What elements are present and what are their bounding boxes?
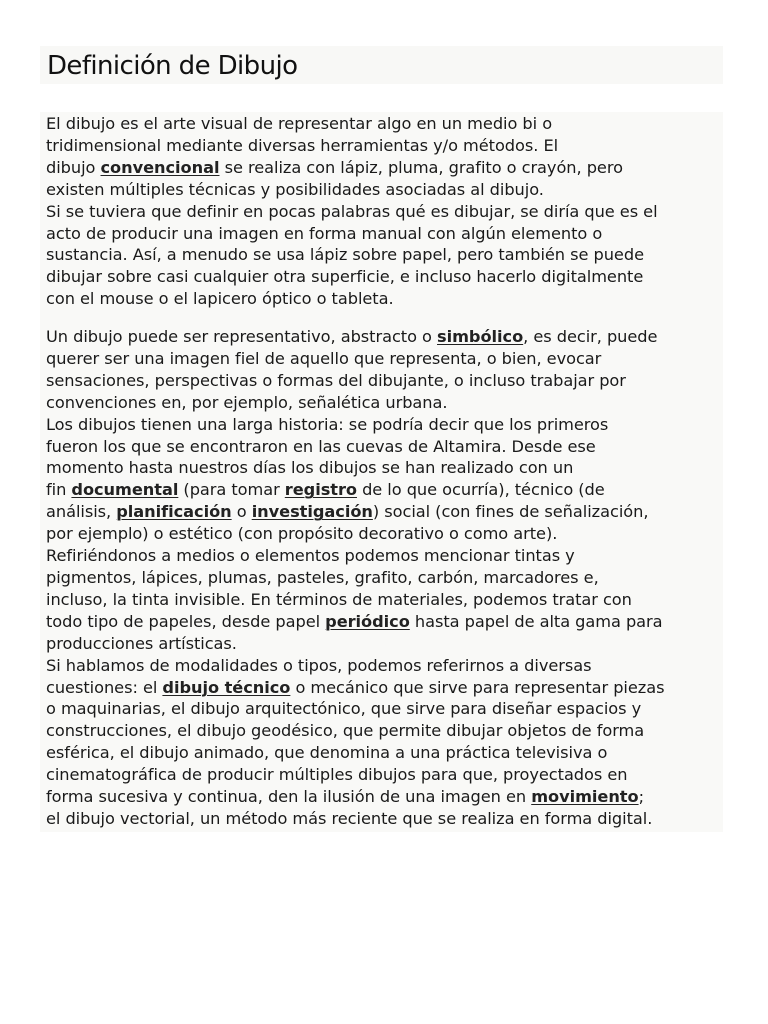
text-segment: dibujo [46,157,101,177]
text-segment: (para tomar [178,480,285,500]
text-segment: cinematográfica de producir múltiples dibujos para que, proyectados en [46,765,628,785]
text-segment: dibujar sobre casi cualquier otra superficie, e incluso hacerlo digitalmente [46,267,644,287]
text-segment: con el mouse o el lapicero óptico o tableta. [46,289,394,309]
text-line [46,698,726,720]
keyword-link[interactable]: registro [284,480,357,500]
text-segment: producciones artísticas. [46,633,237,653]
text-segment: construcciones, el dibujo geodésico, que permite dibujar objetos de forma [46,721,645,741]
keyword-link[interactable]: periódico [325,611,410,631]
text-segment: incluso, la tinta invisible. En términos de materiales, podemos tratar con [46,589,632,609]
text-line [46,677,726,699]
text-segment: acto de producir una imagen en forma manual con algún elemento o [46,223,603,243]
text-line [46,611,726,633]
text-line [46,157,726,179]
text-segment: esférica, el dibujo animado, que denomina a una práctica televisiva o [46,743,608,763]
text-segment: fin [46,480,72,500]
keyword-link[interactable]: simbólico [437,327,524,346]
keyword-link[interactable]: dibujo técnico [162,677,291,697]
text-line [46,742,726,764]
text-line [46,589,726,611]
paragraph-1 [46,113,726,310]
text-segment: o mecánico que sirve para representar piezas [290,677,665,697]
text-segment: Si hablamos de modalidades o tipos, podemos referirnos a diversas [46,655,592,675]
text-segment: sustancia. Así, a menudo se usa lápiz sobre papel, pero también se puede [46,245,644,265]
text-line [46,266,726,288]
text-line [46,457,726,479]
text-segment: ; [638,787,644,807]
text-line [46,414,726,436]
keyword-link[interactable]: planificación [116,502,232,522]
text-line [46,764,726,786]
text-line [46,201,726,223]
text-line [46,633,726,655]
text-line [46,113,726,135]
text-line [46,501,726,523]
text-segment: el dibujo vectorial, un método más reciente que se realiza en forma digital. [46,808,653,828]
text-line [46,808,726,830]
text-segment: cuestiones: el [46,677,163,697]
text-segment: sensaciones, perspectivas o formas del dibujante, o incluso trabajar por [46,370,626,390]
page-title: Definición de Dibujo [47,51,298,81]
text-segment: , es decir, puede [523,327,658,346]
text-segment: convenciones en, por ejemplo, señalética urbana. [46,392,448,412]
text-line [46,244,726,266]
text-line [46,786,726,808]
text-line [46,545,726,567]
keyword-link[interactable]: investigación [251,502,373,522]
text-line [46,288,726,310]
text-line [46,392,726,414]
text-segment: pigmentos, lápices, plumas, pasteles, grafito, carbón, marcadores e, [46,567,599,587]
text-line [46,348,726,370]
text-segment: o maquinarias, el dibujo arquitectónico, que sirve para diseñar espacios y [46,699,642,719]
paragraph-2 [46,326,726,830]
text-line [46,370,726,392]
keyword-link[interactable]: convencional [100,157,220,177]
text-segment: todo tipo de papeles, desde papel [46,611,326,631]
text-segment: Si se tuviera que definir en pocas palabras qué es dibujar, se diría que es el [46,201,658,221]
text-segment: hasta papel de alta gama para [409,611,663,631]
text-segment: de lo que ocurría), técnico (de [356,480,605,500]
text-line [46,223,726,245]
text-line [46,479,726,501]
text-line [46,179,726,201]
text-segment: forma sucesiva y continua, den la ilusión de una imagen en [46,787,532,807]
text-line [46,135,726,157]
text-segment: El dibujo es el arte visual de representar algo en un medio bi o [46,114,553,133]
text-segment: o [231,502,252,522]
keyword-link[interactable]: documental [71,480,179,500]
text-segment: análisis, [46,502,117,522]
text-segment: querer ser una imagen fiel de aquello que representa, o bien, evocar [46,348,602,368]
text-segment: Un dibujo puede ser representativo, abstracto o [46,327,438,346]
text-line [46,326,726,348]
text-segment: tridimensional mediante diversas herramientas y/o métodos. El [46,135,559,155]
keyword-link[interactable]: movimiento [531,787,639,807]
text-segment: se realiza con lápiz, pluma, grafito o crayón, pero [219,157,623,177]
text-segment: por ejemplo) o estético (con propósito decorativo o como arte). [46,524,558,544]
text-line [46,523,726,545]
text-segment: momento hasta nuestros días los dibujos se han realizado con un [46,458,574,478]
text-line [46,436,726,458]
text-line [46,655,726,677]
text-segment: Los dibujos tienen una larga historia: se podría decir que los primeros [46,414,609,434]
text-segment: ) social (con fines de señalización, [372,502,649,522]
text-segment: fueron los que se encontraron en las cuevas de Altamira. Desde ese [46,436,596,456]
text-segment: Refiriéndonos a medios o elementos podemos mencionar tintas y [46,546,575,566]
text-line [46,720,726,742]
text-segment: existen múltiples técnicas y posibilidades asociadas al dibujo. [46,179,544,199]
text-line [46,567,726,589]
